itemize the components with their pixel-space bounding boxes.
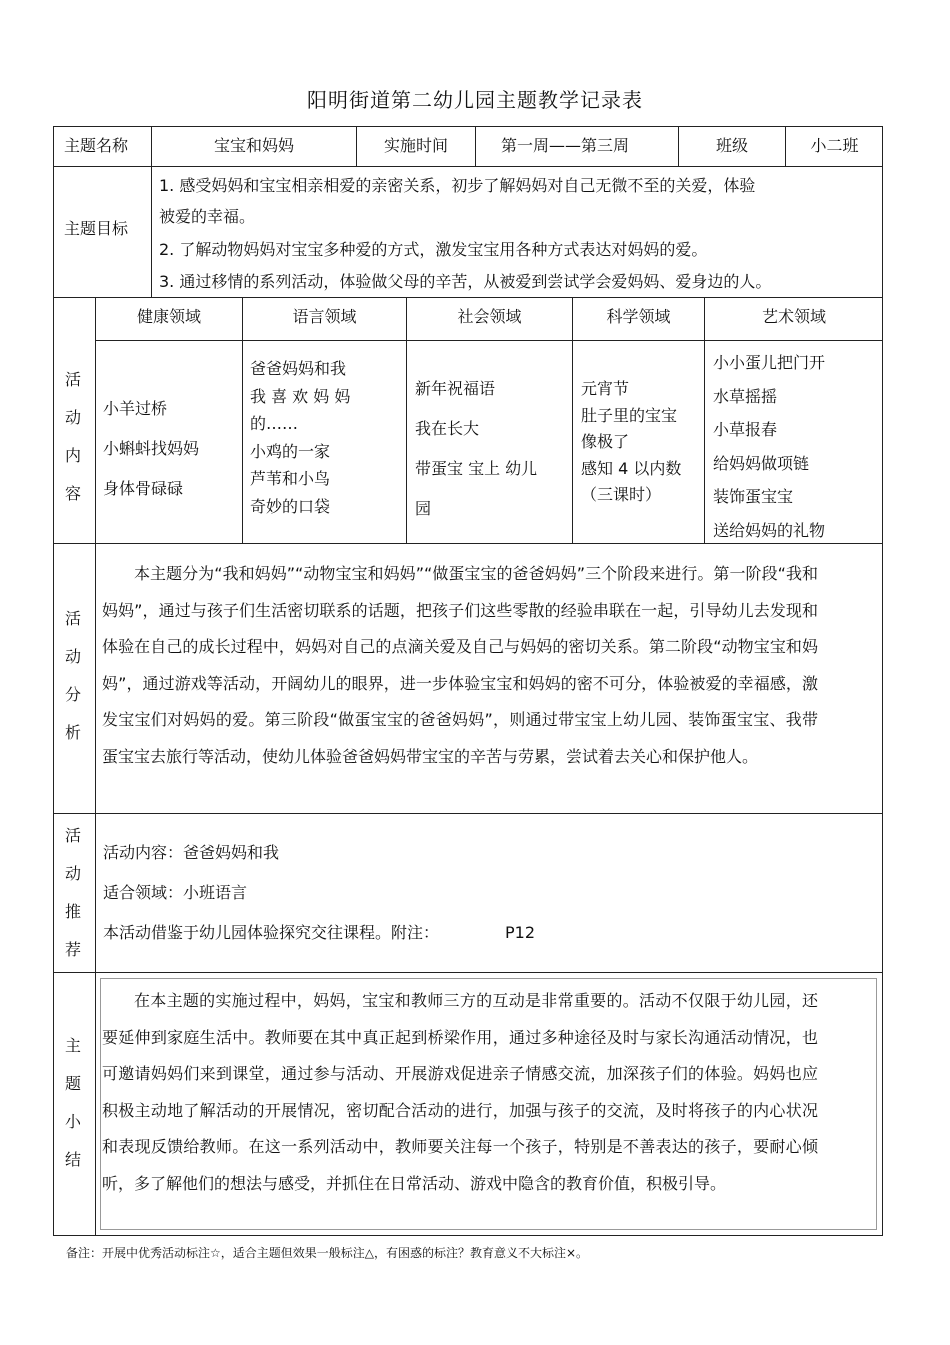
list-item: 芦苇和小鸟 bbox=[250, 469, 331, 488]
list-item: （三课时） bbox=[581, 485, 662, 504]
list-item: 元宵节 bbox=[581, 379, 630, 398]
goals-label: 主题目标 bbox=[64, 219, 129, 238]
recommend-source: 本活动借鉴于幼儿园体验探究交往课程。附注： bbox=[103, 923, 440, 942]
col-divider bbox=[406, 297, 407, 543]
domain-header-health: 健康领域 bbox=[136, 307, 201, 326]
row-divider bbox=[53, 972, 883, 973]
list-item: 小羊过桥 bbox=[103, 399, 168, 418]
class-value: 小二班 bbox=[810, 136, 859, 155]
list-item: 肚子里的宝宝 bbox=[581, 405, 678, 425]
health-activity-list bbox=[103, 389, 199, 509]
row-divider bbox=[95, 340, 883, 341]
list-item: 小鸡的一家 bbox=[250, 441, 331, 461]
page-title: 阳明街道第二幼儿园主题教学记录表 bbox=[307, 88, 643, 112]
goal-line: 3. 通过移情的系列活动，体验做父母的辛苦，从被爱到尝试学会爱妈妈、爱身边的人。 bbox=[159, 272, 772, 291]
domain-header-science: 科学领域 bbox=[606, 307, 671, 326]
recommend-page-ref: P12 bbox=[505, 923, 536, 942]
list-item: 送给妈妈的礼物 bbox=[713, 520, 826, 540]
summary-text: 在本主题的实施过程中，妈妈，宝宝和教师三方的互动是非常重要的。活动不仅限于幼儿园，还要延伸到家庭生活中。教师要在其中真正起到桥梁作用，通过多种途径及时与家长沟通活动情况，也可邀请妈妈们来到课堂，通过参与活动、开展游戏促进亲子情感交流，加深孩子们的体验。妈妈也应积极主动地了解活动的开展情况，密切配合活动的进行，加强与孩子的交流，及时将孩子的内心状况和表现反馈给教师。在这一系列活动中，教师要关注每一个孩子，特别是不善表达的孩子，要耐心倾听，多了解他们的想法与感受，并抓住在日常活动、游戏中隐含的教育价值，积极引导。 bbox=[102, 991, 818, 1193]
list-item: 带蛋宝 宝上 幼儿 bbox=[415, 459, 538, 478]
activities-label: 活 动 内 容 bbox=[64, 370, 81, 503]
row-divider bbox=[53, 166, 883, 167]
analysis-label: 活 动 分 析 bbox=[64, 609, 81, 742]
list-item: 水草摇摇 bbox=[713, 386, 778, 406]
science-activity-list bbox=[581, 376, 681, 509]
class-label: 班级 bbox=[715, 136, 748, 155]
list-item: 感知 4 以内数 bbox=[581, 458, 682, 478]
col-divider bbox=[95, 297, 96, 1236]
list-item: 给妈妈做项链 bbox=[713, 453, 810, 473]
row-divider bbox=[53, 297, 883, 298]
list-item: 小草报春 bbox=[713, 420, 778, 439]
recommend-content: 活动内容：爸爸妈妈和我 bbox=[103, 843, 280, 862]
col-divider bbox=[572, 297, 573, 543]
col-divider bbox=[475, 126, 476, 166]
recommend-domain: 适合领域：小班语言 bbox=[103, 883, 248, 902]
list-item: 身体骨碌碌 bbox=[103, 479, 184, 498]
col-divider bbox=[242, 297, 243, 543]
list-item: 的…… bbox=[250, 414, 299, 433]
list-item: 园 bbox=[415, 499, 432, 518]
domain-header-social: 社会领域 bbox=[457, 307, 522, 326]
time-label: 实施时间 bbox=[383, 136, 448, 155]
list-item: 装饰蛋宝宝 bbox=[713, 487, 794, 506]
analysis-text: 本主题分为“我和妈妈”“动物宝宝和妈妈”“做蛋宝宝的爸爸妈妈”三个阶段来进行。第一阶段“我和妈妈”，通过与孩子们生活密切联系的话题，把孩子们这些零散的经验串联在一起，引导幼儿去发现和体验在自己的成长过程中，妈妈对自己的点滴关爱及自己与妈妈的密切关系。第二阶段“动物宝宝和妈妈”，通过游戏等活动，开阔幼儿的眼界，进一步体验宝宝和妈妈的密不可分，体验被爱的幸福感，激发宝宝们对妈妈的爱。第三阶段“做蛋宝宝的爸爸妈妈”，则通过带宝宝上幼儿园、装饰蛋宝宝、我带蛋宝宝去旅行等活动，使幼儿体验爸爸妈妈带宝宝的辛苦与劳累，尝试着去关心和保护他人。 bbox=[102, 564, 818, 766]
goal-line: 1. 感受妈妈和宝宝相亲相爱的亲密关系，初步了解妈妈对自己无微不至的关爱，体验 bbox=[159, 176, 756, 195]
col-divider bbox=[704, 297, 705, 543]
goal-line: 2. 了解动物妈妈对宝宝多种爱的方式，激发宝宝用各种方式表达对妈妈的爱。 bbox=[159, 240, 708, 259]
summary-label: 主 题 小 结 bbox=[64, 1036, 81, 1169]
list-item: 我在长大 bbox=[415, 419, 480, 438]
domain-header-language: 语言领域 bbox=[292, 307, 357, 326]
list-item: 新年祝福语 bbox=[415, 379, 496, 398]
art-activity-list bbox=[713, 346, 825, 547]
footnote: 备注：开展中优秀活动标注☆，适合主题但效果一般标注△，有困惑的标注？教育意义不大标注×。 bbox=[66, 1246, 589, 1260]
goal-line: 被爱的幸福。 bbox=[159, 207, 256, 226]
list-item: 奇妙的口袋 bbox=[250, 496, 331, 516]
theme-name-value: 宝宝和妈妈 bbox=[213, 136, 294, 155]
list-item: 小小蛋儿把门开 bbox=[713, 353, 826, 372]
recommend-label: 活 动 推 荐 bbox=[64, 826, 81, 959]
domain-header-art: 艺术领域 bbox=[761, 307, 826, 326]
social-activity-list bbox=[415, 369, 537, 529]
col-divider bbox=[151, 166, 152, 297]
list-item: 像极了 bbox=[581, 432, 630, 451]
language-activity-list bbox=[250, 355, 398, 520]
row-divider bbox=[53, 813, 883, 814]
list-item: 爸爸妈妈和我 bbox=[250, 359, 347, 378]
list-item: 小蝌蚪找妈妈 bbox=[103, 439, 200, 458]
time-value: 第一周——第三周 bbox=[501, 136, 630, 155]
list-item: 我 喜 欢 妈 妈 bbox=[250, 386, 351, 406]
theme-name-label: 主题名称 bbox=[64, 136, 129, 155]
